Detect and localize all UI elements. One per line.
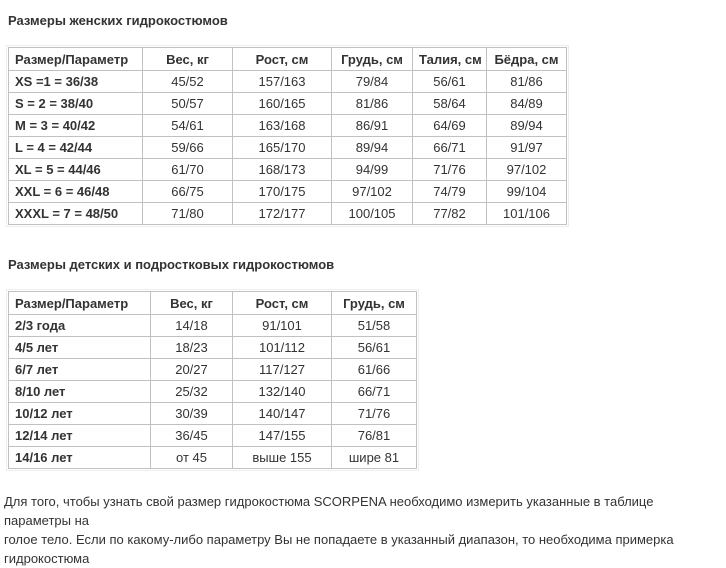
header-col: Вес, кг [143,48,233,71]
kids-sizes-title: Размеры детских и подростковых гидрокостюмов [8,257,335,272]
women-table-header [9,48,567,71]
value-cell: 58/64 [413,93,487,115]
size-cell: 10/12 лет [9,403,151,425]
value-cell: 77/82 [413,203,487,225]
size-cell: 6/7 лет [9,359,151,381]
header-row [9,292,417,315]
value-cell: 157/163 [233,71,332,93]
value-cell: 81/86 [332,93,413,115]
value-cell: 74/79 [413,181,487,203]
value-cell: 170/175 [233,181,332,203]
value-cell: 71/76 [413,159,487,181]
value-cell: 51/58 [332,315,417,337]
value-cell: 97/102 [332,181,413,203]
table-row [9,315,417,337]
table-row [9,71,567,93]
value-cell: 94/99 [332,159,413,181]
value-cell: 30/39 [151,403,233,425]
value-cell: 25/32 [151,381,233,403]
value-cell: 89/94 [332,137,413,159]
value-cell: 99/104 [487,181,567,203]
value-cell: 56/61 [332,337,417,359]
value-cell: 101/112 [233,337,332,359]
value-cell: 18/23 [151,337,233,359]
table-row [9,337,417,359]
value-cell: 140/147 [233,403,332,425]
value-cell: 86/91 [332,115,413,137]
value-cell: 172/177 [233,203,332,225]
value-cell: 97/102 [487,159,567,181]
value-cell: 59/66 [143,137,233,159]
size-cell: XXXL = 7 = 48/50 [9,203,143,225]
size-cell: XL = 5 = 44/46 [9,159,143,181]
table-row [9,93,567,115]
size-note-line1: Для того, чтобы узнать свой размер гидрокостюма SCORPENA необходимо измерить указанные в таблице параметры на [4,494,654,528]
header-col: Грудь, см [332,48,413,71]
value-cell: 56/61 [413,71,487,93]
value-cell: 165/170 [233,137,332,159]
value-cell: 61/70 [143,159,233,181]
table-row [9,137,567,159]
value-cell: 101/106 [487,203,567,225]
size-cell: 14/16 лет [9,447,151,469]
table-row [9,403,417,425]
value-cell: 81/86 [487,71,567,93]
size-cell: L = 4 = 42/44 [9,137,143,159]
size-cell: XS =1 = 36/38 [9,71,143,93]
header-col: Грудь, см [332,292,417,315]
table-row [9,181,567,203]
value-cell: 160/165 [233,93,332,115]
kids-table-body [9,315,417,469]
value-cell: 132/140 [233,381,332,403]
size-cell: 8/10 лет [9,381,151,403]
women-table-body [9,71,567,225]
header-col: Талия, см [413,48,487,71]
size-note-line2: голое тело. Если по какому-либо параметру Вы не попадаете в указанный диапазон, то необходима примерка гидрокостюма [4,532,674,566]
value-cell: 61/66 [332,359,417,381]
value-cell: выше 155 [233,447,332,469]
women-sizes-table [8,47,567,225]
value-cell: 117/127 [233,359,332,381]
value-cell: 91/97 [487,137,567,159]
size-cell: XXL = 6 = 46/48 [9,181,143,203]
header-size-param: Размер/Параметр [9,292,151,315]
size-cell: 4/5 лет [9,337,151,359]
header-size-param: Размер/Параметр [9,48,143,71]
header-col: Рост, см [233,48,332,71]
value-cell: 91/101 [233,315,332,337]
value-cell: 84/89 [487,93,567,115]
table-row [9,447,417,469]
value-cell: 36/45 [151,425,233,447]
value-cell: 66/71 [413,137,487,159]
value-cell: 64/69 [413,115,487,137]
table-row [9,159,567,181]
value-cell: 168/173 [233,159,332,181]
value-cell: 76/81 [332,425,417,447]
size-cell: 12/14 лет [9,425,151,447]
value-cell: шире 81 [332,447,417,469]
value-cell: 100/105 [332,203,413,225]
kids-table-header [9,292,417,315]
size-note-text [4,492,718,568]
value-cell: 50/57 [143,93,233,115]
value-cell: 14/18 [151,315,233,337]
table-row [9,115,567,137]
value-cell: 79/84 [332,71,413,93]
table-row [9,359,417,381]
table-row [9,425,417,447]
table-row [9,203,567,225]
value-cell: 54/61 [143,115,233,137]
women-sizes-title: Размеры женских гидрокостюмов [8,13,228,28]
header-col: Рост, см [233,292,332,315]
value-cell: 45/52 [143,71,233,93]
size-cell: 2/3 года [9,315,151,337]
value-cell: 66/71 [332,381,417,403]
value-cell: 163/168 [233,115,332,137]
size-cell: S = 2 = 38/40 [9,93,143,115]
size-cell: M = 3 = 40/42 [9,115,143,137]
value-cell: 89/94 [487,115,567,137]
value-cell: 66/75 [143,181,233,203]
header-row [9,48,567,71]
value-cell: 71/80 [143,203,233,225]
header-col: Вес, кг [151,292,233,315]
value-cell: 20/27 [151,359,233,381]
value-cell: 71/76 [332,403,417,425]
table-row [9,381,417,403]
value-cell: 147/155 [233,425,332,447]
header-col: Бёдра, см [487,48,567,71]
value-cell: от 45 [151,447,233,469]
kids-sizes-table [8,291,417,469]
